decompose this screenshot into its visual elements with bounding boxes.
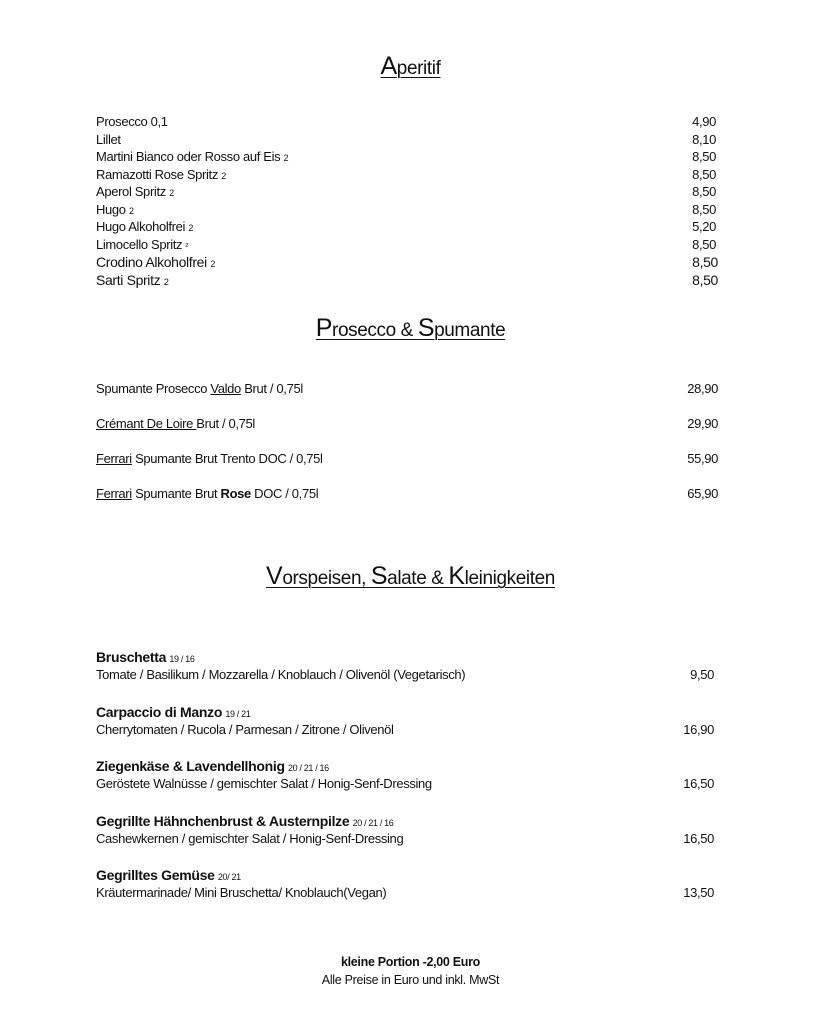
- allergen-note: 2: [188, 223, 193, 233]
- section-title-prosecco: Prosecco & Spumante: [315, 314, 506, 342]
- item-name: Limocello Spritz: [96, 236, 183, 252]
- section-title-vorspeisen: Vorspeisen, Salate & Kleinigkeiten: [266, 562, 555, 590]
- item-price: 16,50: [683, 776, 714, 791]
- item-name: Martini Bianco oder Rosso auf Eis: [96, 149, 281, 164]
- menu-item-name-row: [96, 813, 720, 829]
- item-description: Cherrytomaten / Rucola / Parmesan / Zitrone / Olivenöl: [96, 721, 394, 737]
- allergen-note: 20/ 21: [217, 872, 241, 882]
- item-name-part: Spumante Brut: [131, 486, 221, 501]
- menu-item-name-row: [96, 758, 720, 774]
- item-name: Gegrillte Hähnchenbrust & Austernpilze: [96, 812, 350, 829]
- menu-item: [96, 202, 720, 217]
- allergen-note: 19 / 16: [169, 654, 195, 664]
- item-price: 28,90: [687, 381, 718, 396]
- item-price: 8,10: [692, 131, 716, 147]
- item-name: Aperol Spritz: [96, 184, 166, 199]
- item-name: Hugo Alkoholfrei: [96, 219, 186, 234]
- item-name: Prosecco 0,1: [96, 114, 168, 129]
- item-price: 9,50: [690, 667, 714, 682]
- menu-item: [96, 254, 720, 270]
- item-name-part: Brut / 0,75l: [196, 416, 255, 431]
- item-price: 55,90: [687, 451, 718, 466]
- item-price: 8,50: [692, 201, 716, 217]
- item-name-underlined: Ferrari: [96, 486, 132, 501]
- menu-item: [96, 451, 720, 466]
- item-price: 65,90: [687, 486, 718, 501]
- menu-item-desc-row: [96, 667, 720, 682]
- item-name: Gegrilltes Gemüse: [96, 867, 215, 883]
- item-price: 16,50: [683, 830, 714, 846]
- item-description: Geröstete Walnüsse / gemischter Salat / Honig-Senf-Dressing: [96, 776, 432, 791]
- item-price: 4,90: [692, 114, 716, 129]
- footer-small-portion: kleine Portion -2,00 Euro: [340, 955, 481, 969]
- item-name: Ziegenkäse & Lavendellhonig: [96, 758, 285, 774]
- allergen-note: 20 / 21 / 16: [288, 763, 329, 773]
- item-description: Tomate / Basilikum / Mozzarella / Knoblauch / Olivenöl (Vegetarisch): [96, 667, 466, 682]
- menu-item: [96, 219, 720, 234]
- item-description: Kräutermarinade/ Mini Bruschetta/ Knoblauch(Vegan): [96, 885, 387, 900]
- menu-item: [96, 272, 720, 288]
- footer-price-note: Alle Preise in Euro und inkl. MwSt: [321, 973, 500, 987]
- section-title-aperitif: Aperitif: [380, 52, 441, 80]
- menu-item: [96, 114, 720, 129]
- menu-item-name-row: [96, 649, 720, 665]
- item-name: Crodino Alkoholfrei: [96, 254, 207, 270]
- menu-item: [96, 416, 720, 431]
- menu-item-name-row: [96, 704, 720, 720]
- item-price: 13,50: [683, 885, 714, 900]
- item-price: 8,50: [692, 166, 716, 182]
- item-name-part: Spumante Prosecco: [96, 381, 211, 396]
- allergen-note: 20 / 21 / 16: [352, 817, 394, 828]
- item-name-part: Brut / 0,75l: [240, 381, 303, 396]
- item-price: 29,90: [687, 416, 718, 431]
- item-price: 5,20: [692, 219, 716, 234]
- allergen-note: 2: [163, 276, 169, 287]
- menu-item-desc-row: [96, 722, 720, 737]
- menu-item-desc-row: [96, 885, 720, 900]
- allergen-note: 2: [221, 170, 226, 181]
- item-name-underlined: Ferrari: [96, 451, 132, 466]
- item-price: 16,90: [683, 721, 714, 737]
- item-description: Cashewkernen / gemischter Salat / Honig-Senf-Dressing: [96, 830, 404, 846]
- item-name: Ramazotti Rose Spritz: [96, 166, 218, 182]
- item-name-underlined: Crémant De Loire: [96, 416, 197, 431]
- allergen-note: ²: [185, 240, 189, 251]
- allergen-note: 19 / 21: [225, 708, 251, 719]
- item-price: 8,50: [692, 236, 716, 252]
- item-name: Sarti Spritz: [96, 271, 161, 288]
- item-price: 8,50: [692, 149, 716, 164]
- item-name: Bruschetta: [96, 649, 167, 665]
- menu-item-name-row: [96, 867, 720, 883]
- allergen-note: 2: [169, 188, 174, 198]
- menu-item: [96, 132, 720, 147]
- item-name-bold: Rose: [220, 486, 251, 501]
- allergen-note: 2: [128, 205, 134, 216]
- menu-item-desc-row: [96, 831, 720, 846]
- allergen-note: 2: [283, 153, 289, 163]
- menu-item: [96, 237, 720, 252]
- menu-item: [96, 486, 720, 501]
- menu-item: [96, 184, 720, 199]
- item-name: Lillet: [96, 131, 121, 147]
- menu-item-desc-row: [96, 776, 720, 791]
- item-name: Carpaccio di Manzo: [96, 703, 223, 720]
- menu-item: [96, 167, 720, 182]
- item-price: 8,50: [692, 184, 716, 199]
- menu-item: [96, 381, 720, 396]
- item-price: 8,50: [692, 271, 718, 288]
- item-name-part: DOC / 0,75l: [250, 486, 319, 501]
- item-name-part: Spumante Brut Trento DOC / 0,75l: [131, 451, 323, 466]
- item-price: 8,50: [692, 254, 718, 270]
- allergen-note: 2: [210, 259, 216, 269]
- item-name-underlined: Valdo: [210, 381, 241, 396]
- menu-item: [96, 149, 720, 164]
- item-name: Hugo: [96, 201, 126, 217]
